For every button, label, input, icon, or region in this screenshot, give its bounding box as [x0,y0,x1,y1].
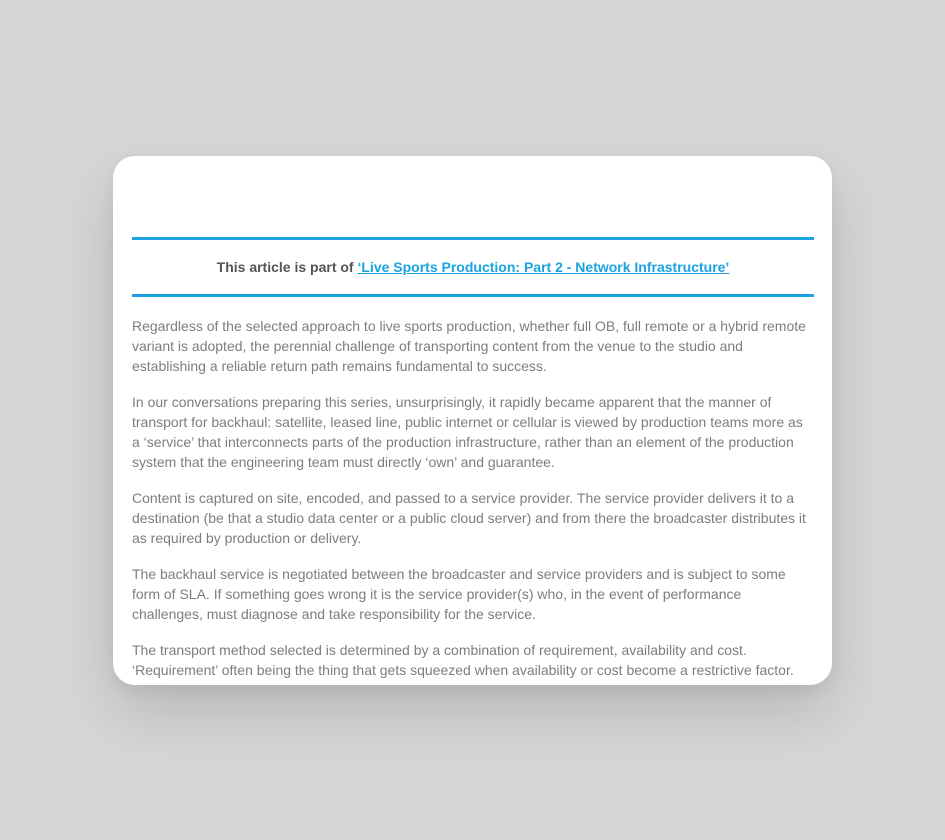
series-notice [217,259,730,275]
article-paragraph: Regardless of the selected approach to live sports production, whether full OB, full remote or a hybrid remote variant is adopted, the perennial challenge of transporting content from the venue to the studio and establishing a reliable return path remains fundamental to success. [132,318,806,374]
article-paragraph: Content is captured on site, encoded, and passed to a service provider. The service provider delivers it to a destination (be that a studio data center or a public cloud server) and from there the broadcaster distributes it as required by production or delivery. [132,490,806,546]
series-banner [132,237,814,297]
article-body [132,316,814,685]
article-card [113,156,832,685]
series-link[interactable]: ‘Live Sports Production: Part 2 - Network Infrastructure’ [357,259,730,275]
article-paragraph: The backhaul service is negotiated between the broadcaster and service providers and is subject to some form of SLA. If something goes wrong it is the service provider(s) who, in the event of performance challenges, must diagnose and take responsibility for the service. [132,566,786,622]
article-paragraph: The transport method selected is determined by a combination of requirement, availability and cost. ‘Requirement’ often being the thing that gets squeezed when availability or cost become a restrictive factor. [132,642,794,678]
article-paragraph: In our conversations preparing this series, unsurprisingly, it rapidly became apparent that the manner of transport for backhaul: satellite, leased line, public internet or cellular is viewed by production teams more as a ‘service’ that interconnects parts of the production infrastructure, rather than an element of the production system that the engineering team must directly ‘own’ and guarantee. [132,394,803,470]
series-prefix: This article is part of [216,259,358,275]
